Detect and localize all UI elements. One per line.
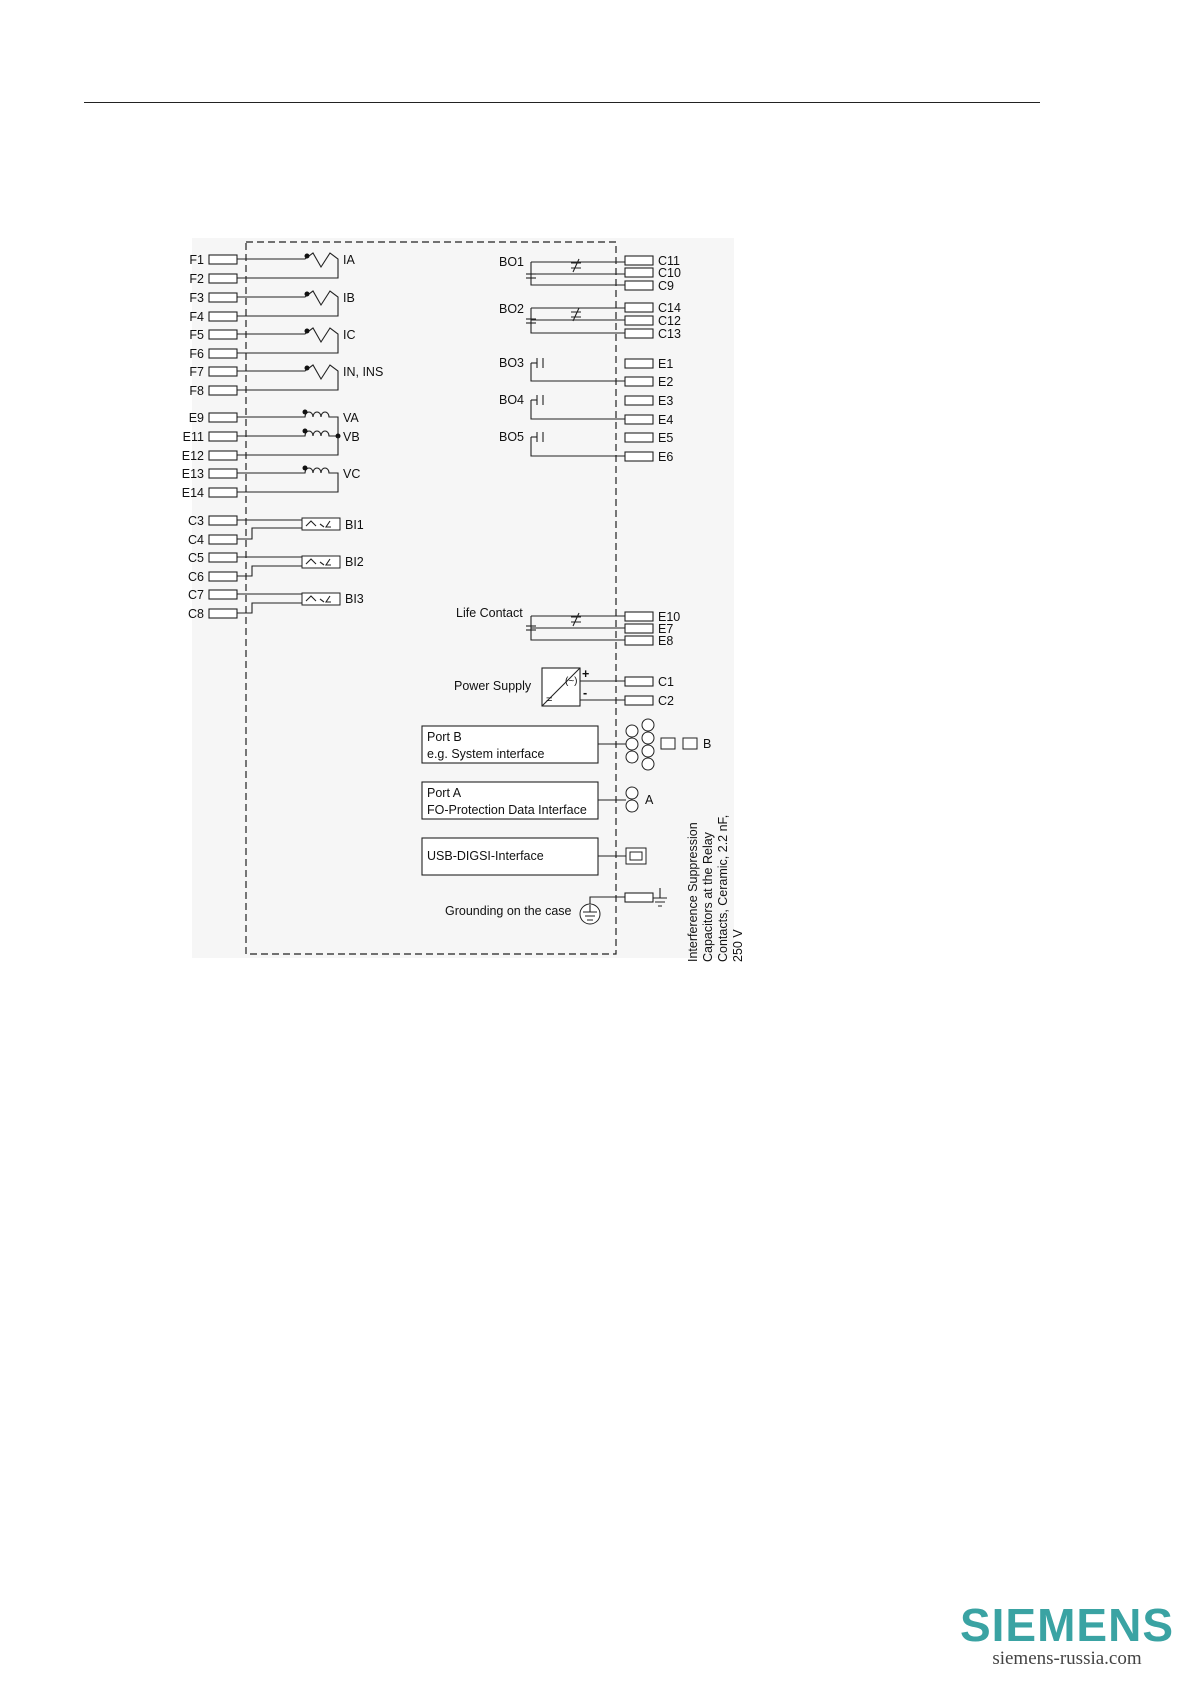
svg-text:F2: F2: [189, 272, 204, 286]
svg-text:C7: C7: [188, 588, 204, 602]
svg-text:F4: F4: [189, 310, 204, 324]
svg-text:VB: VB: [343, 430, 360, 444]
svg-text:E12: E12: [181, 449, 204, 463]
svg-text:E2: E2: [658, 375, 674, 389]
svg-text:C10: C10: [658, 266, 681, 280]
svg-text:Life Contact: Life Contact: [456, 606, 523, 620]
svg-text:e.g. System interface: e.g. System interface: [427, 747, 545, 761]
svg-text:E4: E4: [658, 413, 674, 427]
svg-text:BO5: BO5: [499, 430, 525, 444]
svg-text:-: -: [583, 686, 588, 700]
svg-text:E1: E1: [658, 357, 674, 371]
svg-text:E5: E5: [658, 431, 674, 445]
svg-text:F7: F7: [189, 365, 204, 379]
svg-text:C9: C9: [658, 279, 674, 293]
svg-text:=: =: [546, 694, 553, 706]
svg-text:C13: C13: [658, 327, 681, 341]
svg-text:BO3: BO3: [499, 356, 525, 370]
svg-text:VA: VA: [343, 411, 359, 425]
svg-text:C12: C12: [658, 314, 681, 328]
svg-text:C3: C3: [188, 514, 204, 528]
svg-text:B: B: [703, 737, 712, 751]
svg-text:BI3: BI3: [345, 592, 364, 606]
svg-text:250 V: 250 V: [731, 929, 745, 962]
svg-text:IC: IC: [343, 328, 356, 342]
svg-text:F3: F3: [189, 291, 204, 305]
svg-text:BO4: BO4: [499, 393, 525, 407]
svg-text:E8: E8: [658, 634, 674, 648]
svg-text:A: A: [645, 793, 654, 807]
svg-text:USB-DIGSI-Interface: USB-DIGSI-Interface: [427, 849, 544, 863]
svg-text:F6: F6: [189, 347, 204, 361]
brand-url: siemens-russia.com: [992, 1648, 1142, 1669]
brand-name: SIEMENS: [959, 1599, 1174, 1651]
svg-text:FO-Protection Data Interface: FO-Protection Data Interface: [427, 803, 587, 817]
svg-text:F1: F1: [189, 253, 204, 267]
svg-text:C2: C2: [658, 694, 674, 708]
svg-text:Port B: Port B: [427, 730, 462, 744]
svg-text:Power Supply: Power Supply: [454, 679, 532, 693]
svg-text:IN, INS: IN, INS: [343, 365, 384, 379]
svg-text:E13: E13: [181, 467, 204, 481]
svg-text:Port A: Port A: [427, 786, 462, 800]
svg-text:Capacitors at the Relay: Capacitors at the Relay: [701, 832, 715, 962]
svg-text:C11: C11: [658, 254, 681, 268]
svg-text:F8: F8: [189, 384, 204, 398]
svg-text:E14: E14: [181, 486, 204, 500]
svg-text:C8: C8: [188, 607, 204, 621]
svg-text:BO1: BO1: [499, 255, 525, 269]
svg-text:E6: E6: [658, 450, 674, 464]
svg-text:E7: E7: [658, 622, 674, 636]
svg-text:C6: C6: [188, 570, 204, 584]
svg-text:Grounding on the case: Grounding on the case: [445, 904, 572, 918]
siemens-logo: [959, 1599, 1174, 1670]
svg-text:(~): (~): [565, 676, 578, 687]
svg-text:C14: C14: [658, 301, 681, 315]
svg-text:BI2: BI2: [345, 555, 364, 569]
svg-text:Contacts, Ceramic, 2.2 nF,: Contacts, Ceramic, 2.2 nF,: [716, 814, 730, 962]
svg-text:BO2: BO2: [499, 302, 525, 316]
svg-text:E11: E11: [182, 430, 204, 444]
svg-text:E10: E10: [658, 610, 681, 624]
svg-text:BI1: BI1: [345, 518, 364, 532]
svg-text:+: +: [582, 667, 590, 681]
svg-text:F5: F5: [189, 328, 204, 342]
svg-text:Interference Suppression: Interference Suppression: [686, 822, 700, 962]
svg-text:E9: E9: [188, 411, 204, 425]
svg-text:C4: C4: [188, 533, 204, 547]
svg-text:VC: VC: [343, 467, 361, 481]
svg-text:E3: E3: [658, 394, 674, 408]
svg-text:IA: IA: [343, 253, 355, 267]
svg-text:C5: C5: [188, 551, 204, 565]
svg-text:C1: C1: [658, 675, 674, 689]
svg-text:IB: IB: [343, 291, 355, 305]
interference-note: [686, 815, 745, 962]
